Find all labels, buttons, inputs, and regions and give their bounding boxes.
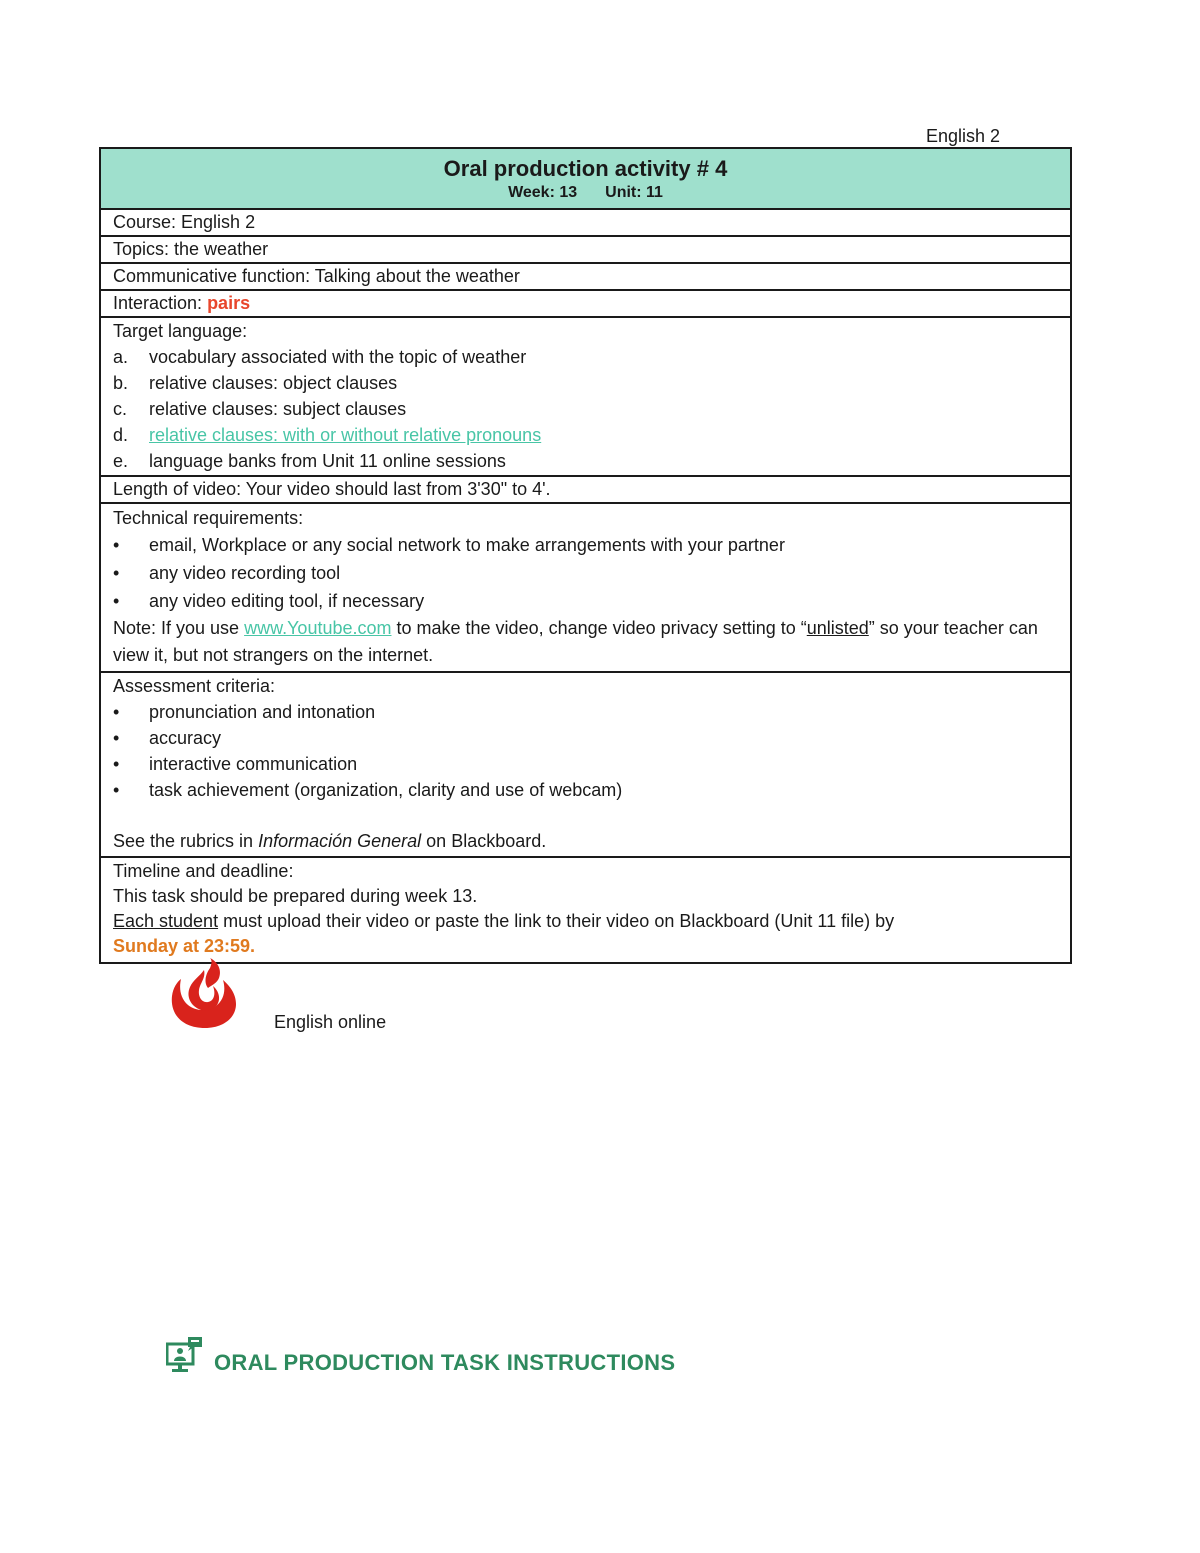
list-item: a. vocabulary associated with the topic of weather — [113, 347, 527, 367]
target-language-list — [113, 344, 1060, 474]
assessment-label: Assessment criteria: — [113, 676, 276, 696]
target-link[interactable]: relative clauses: with or without relative pronouns — [149, 425, 542, 445]
week-unit-line — [101, 182, 1070, 204]
length-text: Length of video: Your video should last from 3'30" to 4'. — [113, 479, 551, 499]
function-row — [101, 264, 1070, 291]
technical-label: Technical requirements: — [113, 508, 304, 528]
logo-text: English online — [274, 1012, 387, 1032]
bullet-icon: • — [113, 754, 120, 774]
youtube-link[interactable]: www.Youtube.com — [244, 618, 392, 638]
list-item: e. language banks from Unit 11 online sessions — [113, 451, 506, 471]
list-item: • task achievement (organization, clarity and use of webcam) — [113, 777, 1060, 803]
privacy-note: Note: If you use www.Youtube.com to make the video, change video privacy setting to “unlisted” so your teacher can view it, but not strangers on the internet. — [113, 618, 1038, 665]
assessment-row — [101, 673, 1070, 858]
technical-list — [113, 531, 1060, 615]
topics-text: Topics: the weather — [113, 239, 269, 259]
timeline-row — [101, 858, 1070, 962]
unit-label: Unit: 11 — [605, 184, 663, 201]
course-text: Course: English 2 — [113, 212, 256, 232]
list-item: • any video editing tool, if necessary — [113, 587, 1060, 615]
deadline-text: Sunday at 23:59. — [113, 936, 256, 956]
list-item: • accuracy — [113, 725, 1060, 751]
function-text: Communicative function: Talking about the weather — [113, 266, 520, 286]
bullet-icon: • — [113, 591, 120, 611]
list-item: • email, Workplace or any social network to make arrangements with your partner — [113, 531, 1060, 559]
assessment-list — [113, 699, 1060, 803]
course-tag: English 2 — [926, 126, 1001, 146]
activity-table — [99, 147, 1072, 964]
title-row — [101, 149, 1070, 210]
rubrics-note: See the rubrics in Información General on Blackboard. — [113, 831, 547, 851]
week-label: Week: 13 — [508, 184, 578, 201]
target-language-row — [101, 318, 1070, 477]
technical-row — [101, 504, 1070, 673]
length-row — [101, 477, 1070, 504]
interaction-label: Interaction: — [113, 293, 208, 313]
unlisted-text: unlisted — [806, 618, 869, 638]
upload-instructions: Each student must upload their video or paste the link to their video on Blackboard (Unit 11 file) by — [113, 911, 895, 931]
list-item: • interactive communication — [113, 751, 1060, 777]
topics-row — [101, 237, 1070, 264]
bullet-icon: • — [113, 728, 120, 748]
activity-title: Oral production activity # 4 — [443, 156, 728, 181]
presentation-screen-icon — [166, 1336, 204, 1374]
list-item: • any video recording tool — [113, 559, 1060, 587]
bullet-icon: • — [113, 702, 120, 722]
timeline-label: Timeline and deadline: — [113, 861, 294, 881]
list-item: • pronunciation and intonation — [113, 699, 1060, 725]
task-title: ORAL PRODUCTION TASK INSTRUCTIONS — [214, 1350, 676, 1375]
list-item: b. relative clauses: object clauses — [113, 373, 398, 393]
bullet-icon: • — [113, 563, 120, 583]
flame-logo-icon — [168, 958, 242, 1030]
timeline-line: This task should be prepared during week 13. — [113, 886, 478, 906]
list-item: c. relative clauses: subject clauses — [113, 399, 407, 419]
course-row — [101, 210, 1070, 237]
each-student-text: Each student — [113, 911, 219, 931]
interaction-row — [101, 291, 1070, 318]
list-item: d. relative clauses: with or without relative pronouns — [113, 422, 1060, 448]
interaction-value: pairs — [207, 293, 251, 313]
bullet-icon: • — [113, 780, 120, 800]
bullet-icon: • — [113, 535, 120, 555]
target-language-label: Target language: — [113, 321, 248, 341]
